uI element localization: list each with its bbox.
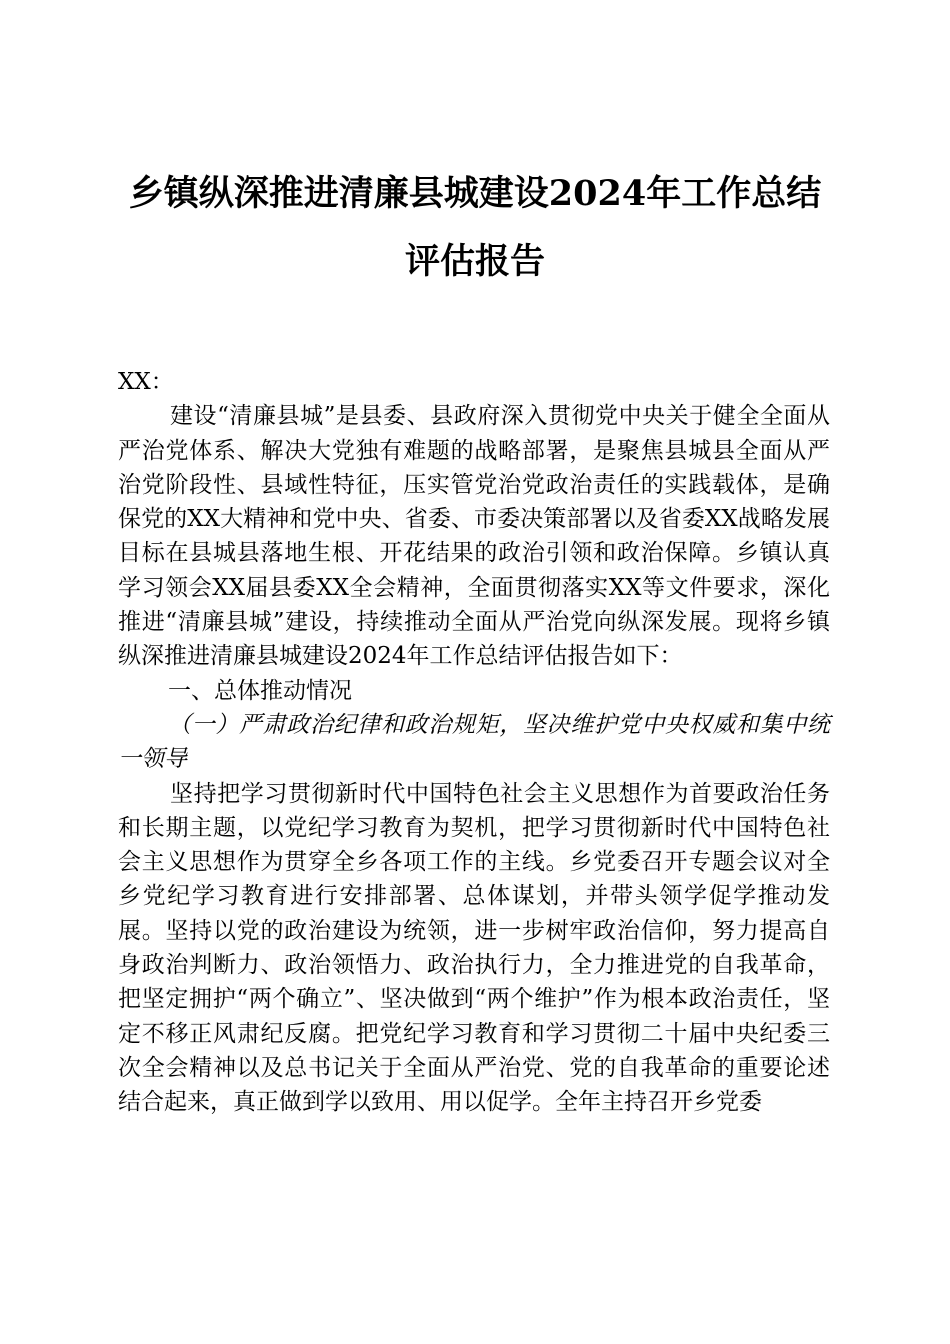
- section-heading-1: 一、总体推动情况: [168, 677, 352, 704]
- intro-paragraph: 建设“清廉县城”是县委、县政府深入贯彻党中央关于健全全面从严治党体系、解决大党独有难题的战略部署，是聚焦县城县全面从严治党阶段性、县域性特征，压实管党治党政治责任的实践载体，是确保党的XX大精神和党中央、省委、市委决策部署以及省委XX战略发展目标在县城县落地生根、开花结果的政治引领和政治保障。乡镇认真学习领会XX届县委XX全会精神，全面贯彻落实XX等文件要求，深化推进“清廉县城”建设，持续推动全面从严治党向纵深发展。现将乡镇纵深推进清廉县城建设2024年工作总结评估报告如下：: [118, 403, 830, 670]
- body-paragraph: 坚持把学习贯彻新时代中国特色社会主义思想作为首要政治任务和长期主题，以党纪学习教育为契机，把学习贯彻新时代中国特色社会主义思想作为贯穿全乡各项工作的主线。乡党委召开专题会议对全乡党纪学习教育进行安排部署、总体谋划，并带头领学促学推动发展。坚持以党的政治建设为统领，进一步树牢政治信仰，努力提高自身政治判断力、政治领悟力、政治执行力，全力推进党的自我革命，把坚定拥护“两个确立”、坚决做到“两个维护”作为根本政治责任，坚定不移正风肃纪反腐。把党纪学习教育和学习贯彻二十届中央纪委三次全会精神以及总书记关于全面从严治党、党的自我革命的重要论述结合起来，真正做到学以致用、用以促学。全年主持召开乡党委: [118, 780, 830, 1116]
- subsection-heading-1: （一）严肃政治纪律和政治规矩，坚决维护党中央权威和集中统一领导: [118, 711, 830, 773]
- document-title-line1: 乡镇纵深推进清廉县城建设2024年工作总结: [128, 173, 822, 214]
- document-body: [118, 365, 830, 1120]
- document-title-line2: 评估报告: [404, 241, 545, 282]
- salutation: XX：: [118, 369, 174, 395]
